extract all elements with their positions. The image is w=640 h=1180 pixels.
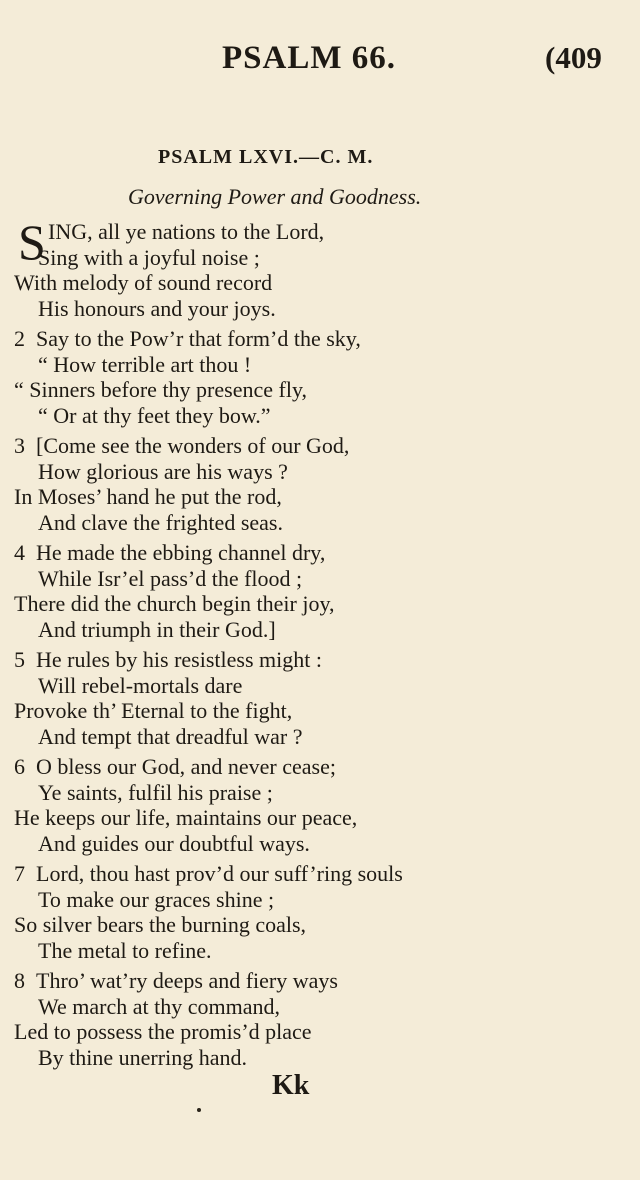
- psalm-title: PSALM LXVI.—C. M.: [158, 146, 374, 168]
- verse-line: [0, 326, 640, 352]
- stanza-1: [0, 214, 640, 321]
- ink-speck: [197, 1108, 201, 1112]
- verse-line: “ Sinners before thy presence fly,: [14, 377, 308, 402]
- verse-line: And guides our doubtful ways.: [38, 830, 310, 856]
- verse-number: 6: [14, 754, 25, 779]
- verse-line: Sing with a joyful noise ;: [38, 244, 260, 270]
- verse-line: There did the church begin their joy,: [14, 591, 335, 616]
- stanza-2: [0, 326, 640, 428]
- verse-number: 5: [14, 647, 25, 672]
- stanza-8: [0, 968, 640, 1070]
- stanza-5: [0, 647, 640, 749]
- verse-line: “ Or at thy feet they bow.”: [38, 402, 271, 428]
- verse-line: Ye saints, fulfil his praise ;: [38, 779, 273, 805]
- psalm-subtitle: Governing Power and Goodness.: [128, 184, 422, 209]
- verse-line: Provoke th’ Eternal to the fight,: [14, 698, 293, 723]
- verse-line: [0, 968, 640, 994]
- verse-number: 2: [14, 326, 25, 351]
- verse-line-text: He made the ebbing channel dry,: [36, 540, 326, 565]
- verse-line: And clave the frighted seas.: [38, 509, 283, 535]
- verse-line: He keeps our life, maintains our peace,: [14, 805, 358, 830]
- verse-line: By thine unerring hand.: [38, 1044, 247, 1070]
- verse-number: 7: [14, 861, 25, 886]
- stanza-4: [0, 540, 640, 642]
- verse-number: 3: [14, 433, 25, 458]
- verse-line: His honours and your joys.: [38, 295, 276, 321]
- verse-line-text: Say to the Pow’r that form’d the sky,: [36, 326, 361, 351]
- verse-line: We march at thy command,: [38, 993, 280, 1019]
- stanza-3: [0, 433, 640, 535]
- verse-line: While Isr’el pass’d the flood ;: [38, 565, 303, 591]
- verse-line-text: ING, all ye nations to the Lord,: [48, 219, 325, 244]
- verse-line: Led to possess the promis’d place: [14, 1019, 312, 1044]
- stanza-7: [0, 861, 640, 963]
- verse-line: Will rebel-mortals dare: [38, 672, 243, 698]
- verse-number: 8: [14, 968, 25, 993]
- page-number: (409: [545, 40, 602, 75]
- stanza-6: [0, 754, 640, 856]
- verse-number: 4: [14, 540, 25, 565]
- drop-cap: S: [18, 214, 46, 270]
- verse-line: [0, 540, 640, 566]
- verse-line-text: O bless our God, and never cease;: [36, 754, 336, 779]
- verse-line: [0, 754, 640, 780]
- verse-line: How glorious are his ways ?: [38, 458, 288, 484]
- verse-line: [0, 647, 640, 673]
- verse-line: In Moses’ hand he put the rod,: [14, 484, 282, 509]
- verse-line: The metal to refine.: [38, 937, 212, 963]
- verse-line: [0, 861, 640, 887]
- verse-line: To make our graces shine ;: [38, 886, 275, 912]
- verse-line-text: Thro’ wat’ry deeps and fiery ways: [36, 968, 338, 993]
- verse-line: [0, 433, 640, 459]
- verse-line-text: Lord, thou hast prov’d our suff’ring souls: [36, 861, 403, 886]
- running-head: PSALM 66.: [222, 40, 396, 76]
- verse-line: And tempt that dreadful war ?: [38, 723, 303, 749]
- verse-line: And triumph in their God.]: [38, 616, 276, 642]
- verse-line: So silver bears the burning coals,: [14, 912, 307, 937]
- verse-line-text: [Come see the wonders of our God,: [36, 433, 350, 458]
- verse-line: With melody of sound record: [14, 270, 273, 295]
- verse-line-text: He rules by his resistless might :: [36, 647, 322, 672]
- verse-line: “ How terrible art thou !: [38, 351, 252, 377]
- signature-mark: Kk: [272, 1070, 310, 1101]
- psalm-text: [0, 214, 640, 1075]
